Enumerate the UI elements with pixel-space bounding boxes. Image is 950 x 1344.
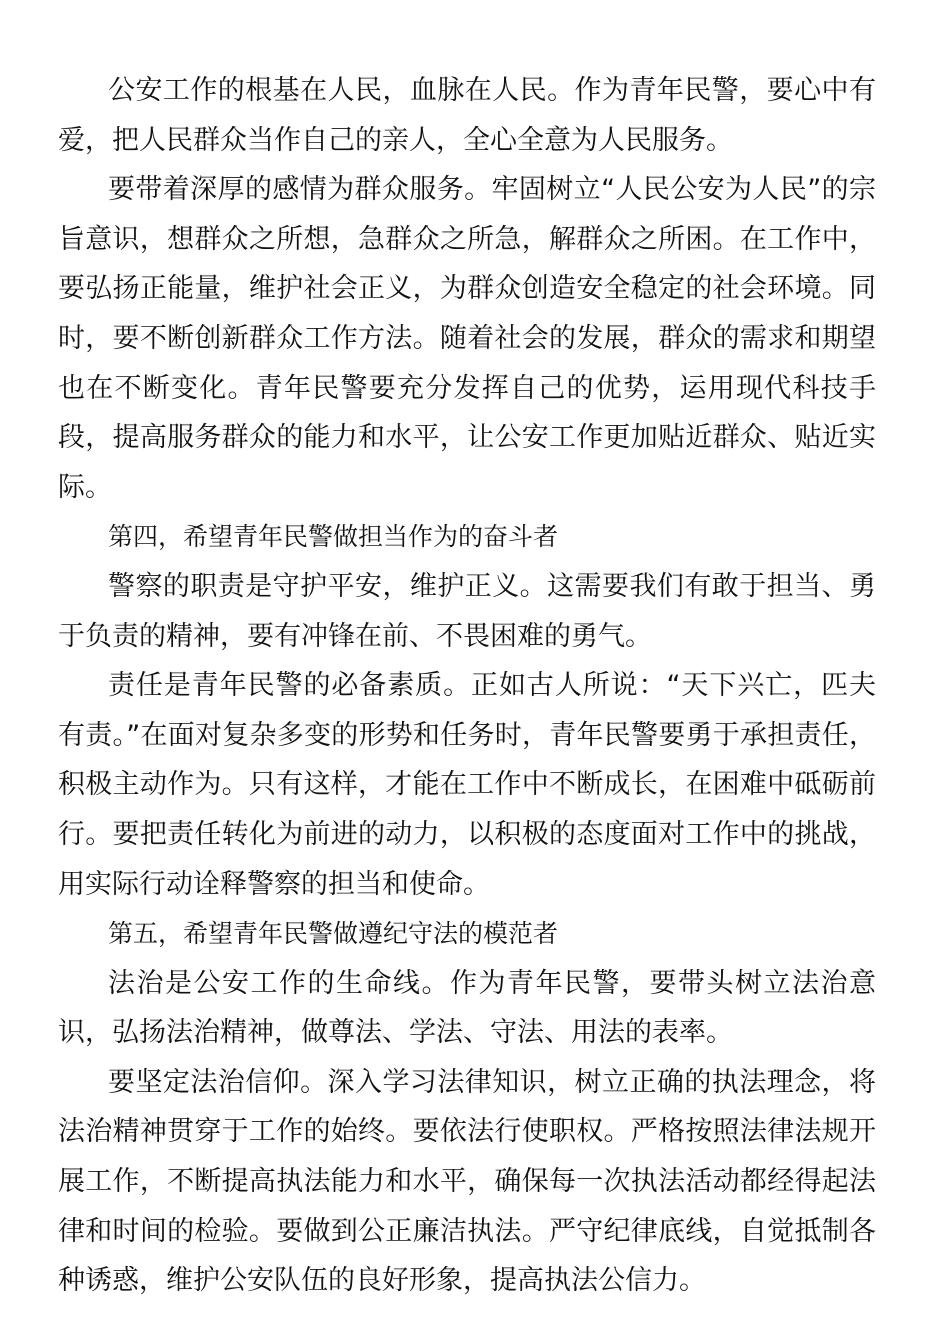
section-heading-fourth: 第四，希望青年民警做担当作为的奋斗者 (108, 522, 559, 552)
paragraph-law-faith: 要坚定法治信仰。深入学习法律知识，树立正确的执法理念，将法治精神贯穿于工作的始终。要依法行使职权。严格按照法律法规开展工作，不断提高执法能力和水平，确保每一次执法活动都经得起法律和时间的检验。要做到公正廉洁执法。严守纪律底线，自觉抵制各种诱惑，维护公安队伍的良好形象，提高执法公信力。 (58, 1066, 876, 1297)
paragraph-responsibility: 责任是青年民警的必备素质。正如古人所说：“天下兴亡，匹夫有责。”在面对复杂多变的形势和任务时，青年民警要勇于承担责任，积极主动作为。只有这样，才能在工作中不断成长，在困难中砥砺前行。要把责任转化为前进的动力，以积极的态度面对工作中的挑战，用实际行动诠释警察的担当和使命。 (58, 670, 876, 900)
paragraph-police-duty: 警察的职责是守护平安，维护正义。这需要我们有敢于担当、勇于负责的精神，要有冲锋在前、不畏困难的勇气。 (58, 570, 876, 652)
section-heading-fifth: 第五，希望青年民警做遵纪守法的模范者 (108, 919, 559, 949)
paragraph-rule-of-law: 法治是公安工作的生命线。作为青年民警，要带头树立法治意识，弘扬法治精神，做尊法、学法、守法、用法的表率。 (58, 967, 876, 1049)
document-body (58, 66, 876, 1306)
paragraph-serve-masses: 要带着深厚的感情为群众服务。牢固树立“人民公安为人民”的宗旨意识，想群众之所想，急群众之所急，解群众之所困。在工作中，要弘扬正能量，维护社会正义，为群众创造安全稳定的社会环境。同时，要不断创新群众工作方法。随着社会的发展，群众的需求和期望也在不断变化。青年民警要充分发挥自己的优势，运用现代科技手段，提高服务群众的能力和水平，让公安工作更加贴近群众、贴近实际。 (58, 174, 876, 503)
paragraph-people-foundation: 公安工作的根基在人民，血脉在人民。作为青年民警，要心中有爱，把人民群众当作自己的亲人，全心全意为人民服务。 (58, 75, 876, 156)
